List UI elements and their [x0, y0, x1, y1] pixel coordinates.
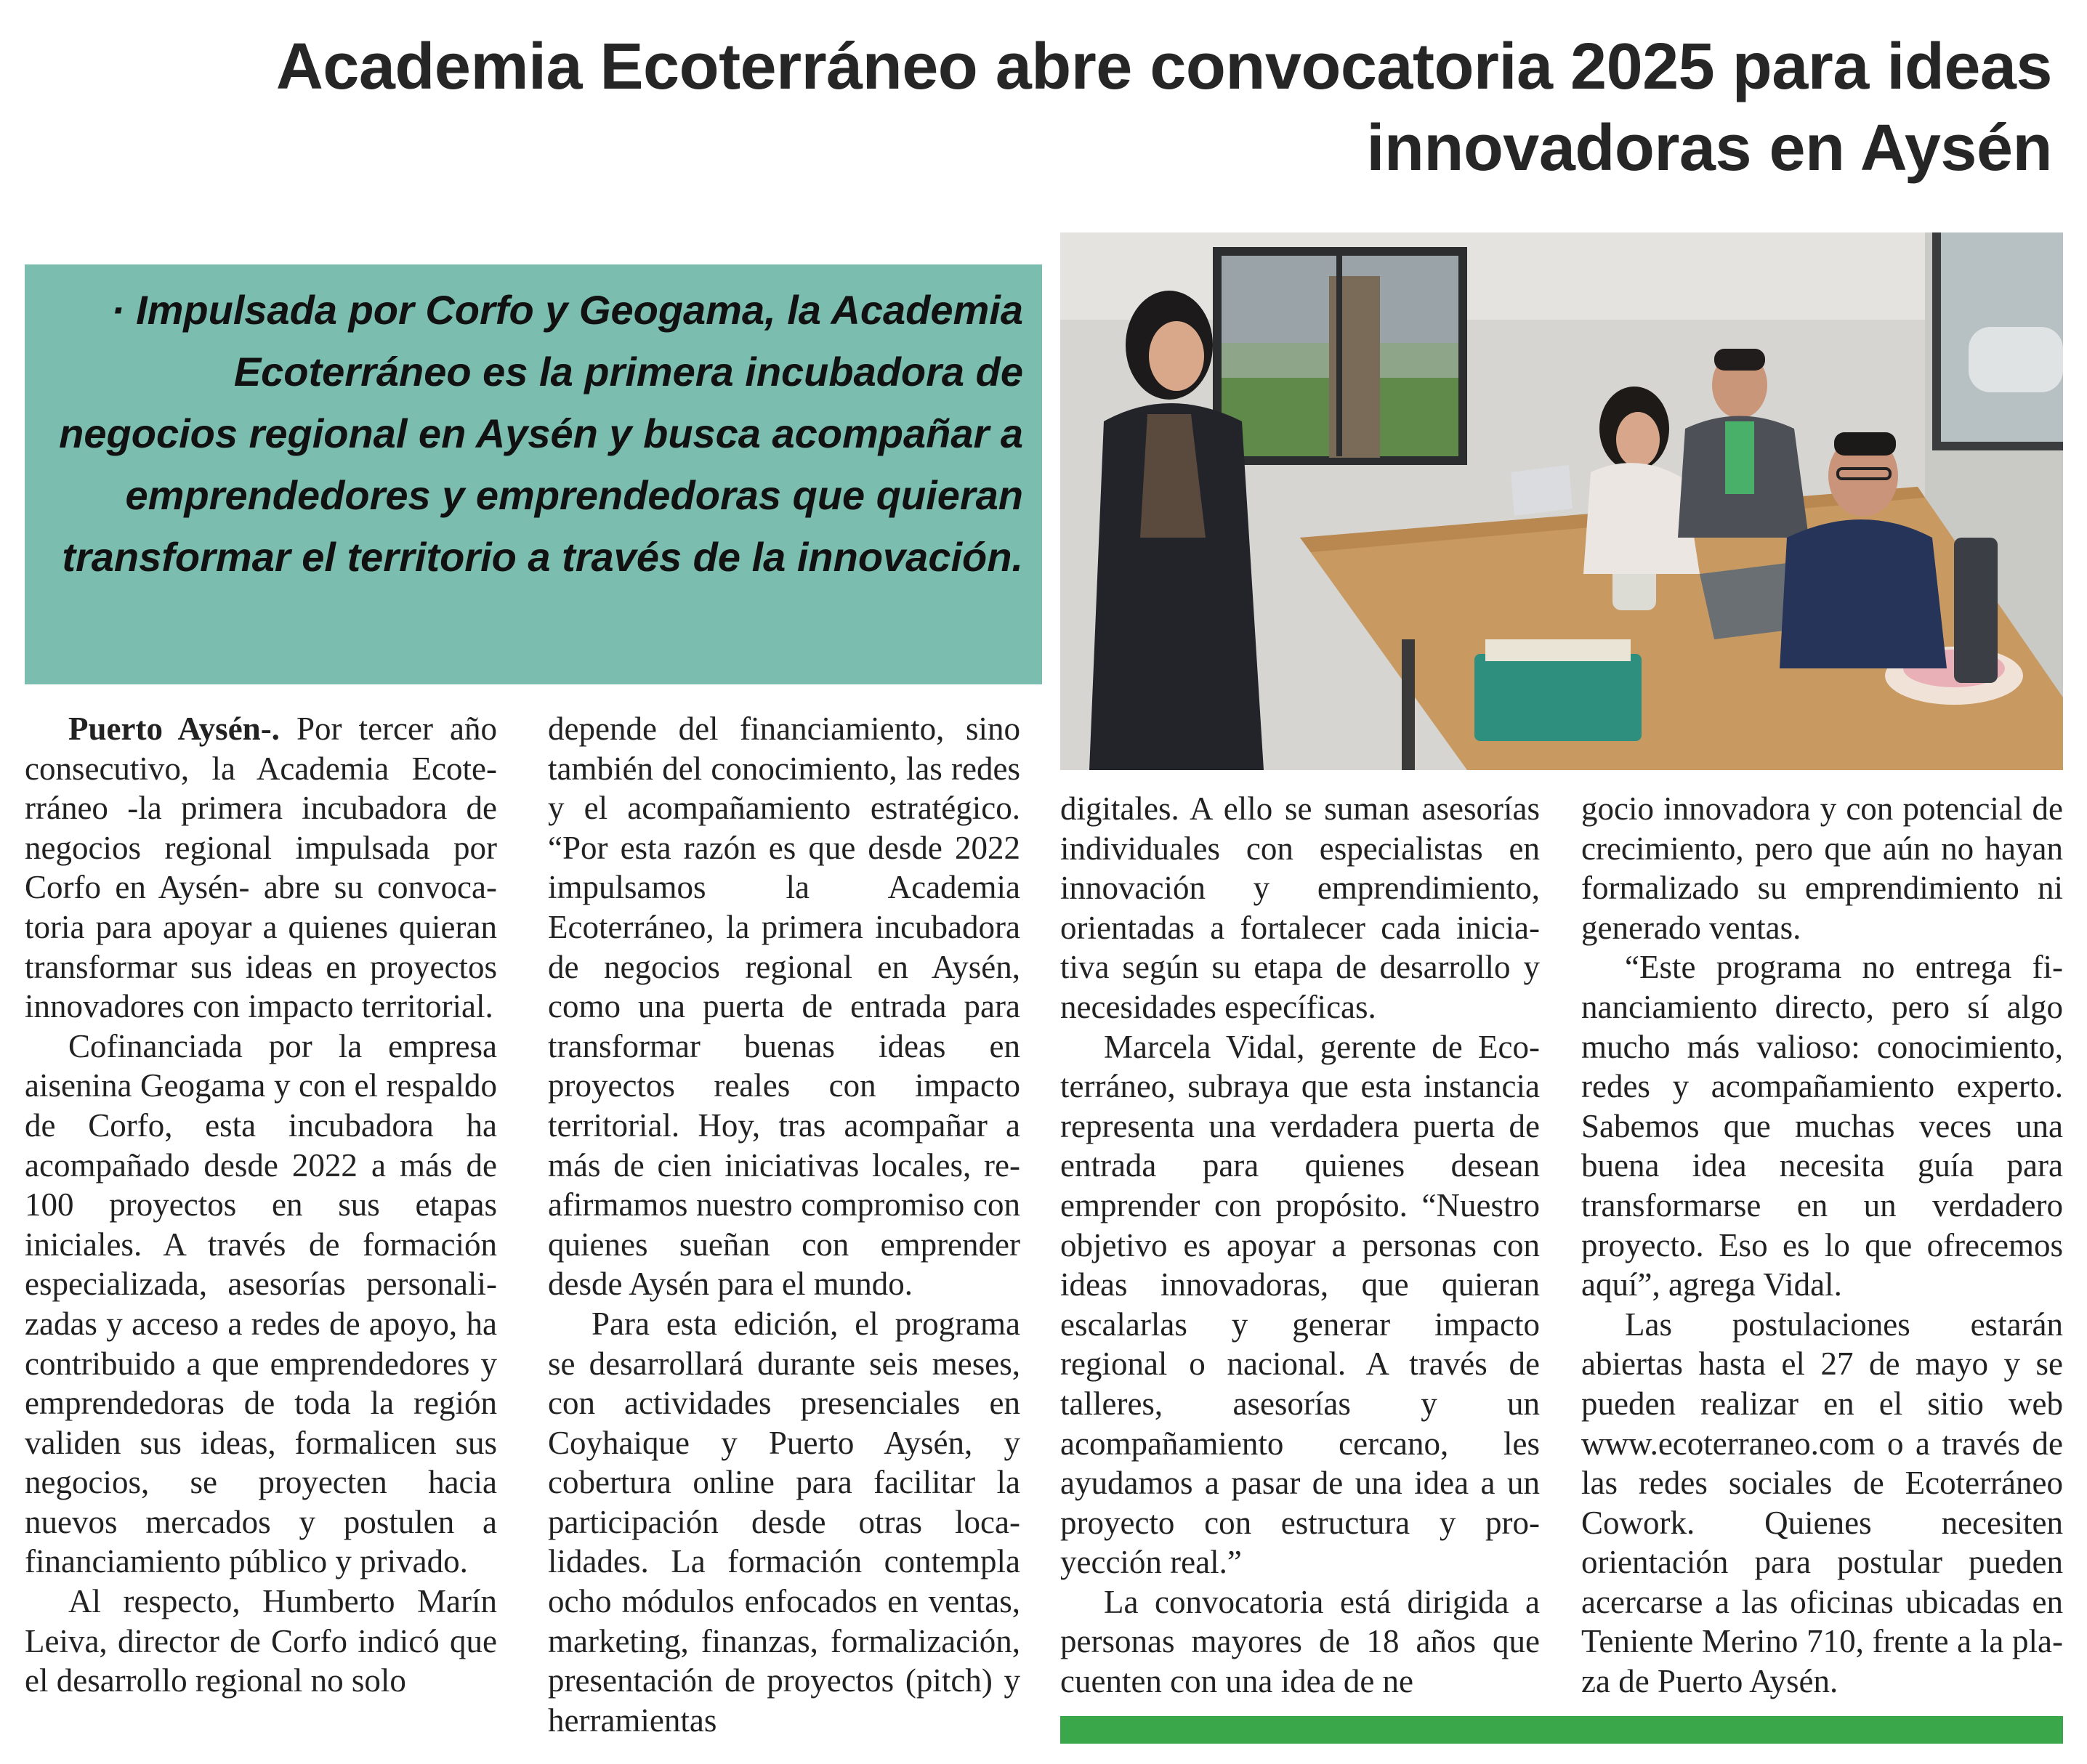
paragraph: La convocatoria está dirigida a personas mayores de 18 años que cuenten con una idea de ne [1060, 1583, 1540, 1700]
paragraph: Cofinanciada por la empresa aisenina Geogama y con el respaldo de Corfo, esta incubadora ha acompañado desde 2022 a más de 100 proyectos en sus etapas iniciales. A través de formación especializada, asesorías personalizadas y acceso a redes de apoyo, ha contribuido a que emprendedores y emprendedoras de toda la región validen sus ideas, formalicen sus negocios, se proyecten hacia nuevos mercados y postulen a financiamiento público y privado. [25, 1027, 497, 1580]
lede-body: Impulsada por Corfo y Geogama, la Academia Ecoterráneo es la primera incubadora de negocios regional en Aysén y busca acompañar a emprendedores y emprendedoras que quieran transformar el territorio a través de la innovación. [59, 287, 1023, 580]
article-column-1 [25, 709, 497, 1701]
lede-text [57, 279, 1023, 588]
paragraph-text: Por tercer año consecutivo, la Academia Ecoterráneo -la primera incubadora de negocios regional impulsada por Corfo en Aysén- abre su convocatoria para apoyar a quienes quieran transformar sus ideas en proyectos innovadores con impacto territorial. [25, 711, 497, 1025]
paragraph: Para esta edición, el programa se desarrollará durante seis meses, con actividades presenciales en Coyhaique y Puerto Aysén, y cobertura online para facilitar la participación desde otras localidades. La formación contempla ocho módulos enfocados en ventas, marketing, finanzas, formalización, presentación de proyectos (pitch) y herramientas [548, 1305, 1020, 1739]
lede-box [25, 264, 1042, 684]
paragraph: “Este programa no entrega financiamiento directo, pero sí algo mucho más valioso: conocimiento, redes y acompañamiento experto. Sabemos que muchas veces una buena idea necesita guía para transformarse en un verdadero proyecto. Eso es lo que ofrecemos aquí”, agrega Vidal. [1581, 949, 2063, 1303]
accent-bar [1060, 1716, 2063, 1744]
lede-bullet: · [110, 287, 125, 333]
dateline: Puerto Aysén-. [68, 711, 280, 747]
paragraph: digitales. A ello se suman asesorías individuales con especialistas en innovación y emprendimiento, orientadas a fortalecer cada iniciativa según su etapa de desarrollo y necesidades específicas. [1060, 790, 1540, 1025]
article-column-2 [548, 709, 1020, 1740]
article-column-4 [1581, 789, 2063, 1702]
paragraph: gocio innovadora y con potencial de crecimiento, pero que aún no hayan formalizado su emprendimiento ni generado ventas. [1581, 790, 2063, 946]
paragraph: depende del financiamiento, sino también del conocimiento, las redes y el acompañamiento estratégico. “Por esta razón es que desde 2022 impulsamos la Academia Ecoterráneo, la primera incubadora de negocios regional en Aysén, como una puerta de entrada para transformar buenas ideas en proyectos reales con impacto territorial. Hoy, tras acompañar a más de cien iniciativas locales, reafirmamos nuestro compromiso con quienes sueñan con emprender desde Aysén para el mundo. [548, 711, 1020, 1303]
article-column-3 [1060, 789, 1540, 1702]
meeting-photo-illustration [1060, 232, 2063, 770]
paragraph: Las postulaciones estarán abiertas hasta el 27 de mayo y se pueden realizar en el sitio web www.ecoterraneo.com o a través de las redes sociales de Ecoterráneo Cowork. Quienes necesiten orientación para postular pueden acercarse a las oficinas ubicadas en Teniente Merino 710, frente a la plaza de Puerto Aysén. [1581, 1306, 2063, 1700]
paragraph: Marcela Vidal, gerente de Ecoterráneo, subraya que esta instancia representa una verdadera puerta de entrada para quienes desean emprender con propósito. “Nuestro objetivo es apoyar a personas con ideas innovadoras, que quieran escalarlas y generar impacto regional o nacional. A través de talleres, asesorías y un acompañamiento cercano, les ayudamos a pasar de una idea a un proyecto con estructura y proyección real.” [1060, 1028, 1540, 1581]
article-photo [1060, 232, 2063, 770]
paragraph [25, 709, 497, 1027]
paragraph: Al respecto, Humberto Marín Leiva, director de Corfo indicó que el desarrollo regional no solo [25, 1583, 497, 1699]
headline: Academia Ecoterráneo abre convocatoria 2025 para ideas innovadoras en Aysén [275, 31, 2052, 185]
